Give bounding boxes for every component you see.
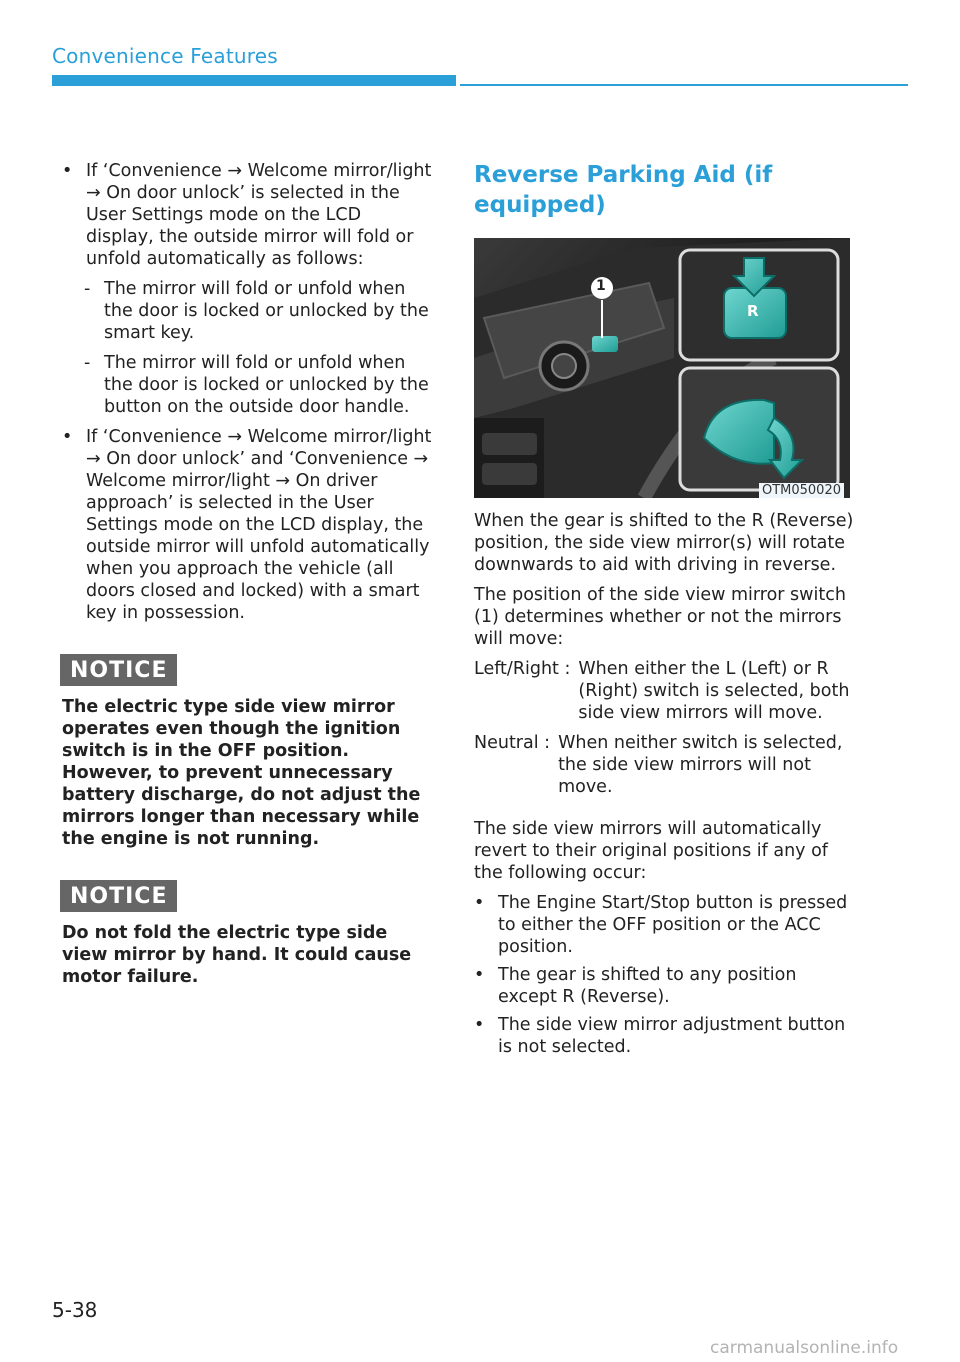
paragraph: The side view mirrors will automatically revert to their original positions if any of the following occur: <box>474 819 828 883</box>
definition-term: Neutral : <box>474 733 551 753</box>
bullet-text: The gear is shifted to any position except R (Reverse). <box>498 965 797 1007</box>
paragraph: The position of the side view mirror switch (1) determines whether or not the mirrors will move: <box>474 585 846 649</box>
bullet-item <box>474 892 854 958</box>
figure-code: OTM050020 <box>759 483 844 498</box>
bullet-icon: • <box>474 893 485 913</box>
bullet-text: If ‘Convenience → Welcome mirror/light → On door unlock’ is selected in the User Settings mode on the LCD display, the outside mirror will fold or unfold automatically as follows: <box>86 161 432 269</box>
bullet-item <box>474 1014 854 1058</box>
bullet-item <box>62 160 432 270</box>
door-switch-illustration <box>474 238 850 498</box>
watermark: carmanualsonline.info <box>710 1338 899 1358</box>
definition-row <box>474 658 854 724</box>
bullet-item <box>62 426 432 624</box>
bullet-item <box>474 964 854 1008</box>
bullet-icon: • <box>474 1015 485 1035</box>
notice-label: NOTICE <box>60 654 177 686</box>
door-switch-figure <box>474 238 850 498</box>
definition-term: Left/Right : <box>474 659 571 679</box>
page-number: 5-38 <box>52 1298 98 1322</box>
sub-text: The mirror will fold or unfold when the door is locked or unlocked by the button on the outside door handle. <box>104 353 429 417</box>
notice-text: The electric type side view mirror operates even though the ignition switch is in the OFF position. However, to prevent unnecessary battery discharge, do not adjust the mirrors longer than necessary while the engine is not running. <box>62 697 421 849</box>
notice-box <box>62 880 432 988</box>
bullet-icon: • <box>62 427 73 447</box>
sub-item <box>62 352 432 418</box>
sub-text: The mirror will fold or unfold when the door is locked or unlocked by the smart key. <box>104 279 429 343</box>
header-bar <box>52 75 456 86</box>
bullet-icon: • <box>62 161 73 181</box>
notice-text: Do not fold the electric type side view mirror by hand. It could cause motor failure. <box>62 923 412 987</box>
bullet-icon: • <box>474 965 485 985</box>
definition-row <box>474 732 854 798</box>
definition-list <box>474 658 854 798</box>
callout-number: 1 <box>596 278 606 294</box>
sub-item <box>62 278 432 344</box>
definition-desc: When either the L (Left) or R (Right) switch is selected, both side view mirrors will move. <box>578 659 850 723</box>
definition-desc: When neither switch is selected, the side view mirrors will not move. <box>558 733 843 797</box>
dash-icon: - <box>84 353 91 373</box>
bullet-text: If ‘Convenience → Welcome mirror/light → On door unlock’ and ‘Convenience → Welcome mirror/light → On driver approach’ is selected in the User Settings mode on the LCD display, the outside mirror will unfold automatically when you approach the vehicle (all doors closed and locked) with a smart key in possession. <box>86 427 432 623</box>
right-column <box>474 160 854 1064</box>
bullet-text: The Engine Start/Stop button is pressed to either the OFF position or the ACC position. <box>498 893 848 957</box>
header-rule <box>460 84 908 86</box>
section-title: Reverse Parking Aid (if equipped) <box>474 162 773 218</box>
notice-label: NOTICE <box>60 880 177 912</box>
paragraph: When the gear is shifted to the R (Reverse) position, the side view mirror(s) will rotate downwards to aid with driving in reverse. <box>474 511 854 575</box>
notice-box <box>62 654 432 850</box>
header-title: Convenience Features <box>52 44 278 68</box>
bullet-text: The side view mirror adjustment button is not selected. <box>498 1015 846 1057</box>
r-button-label: R <box>747 302 759 320</box>
dash-icon: - <box>84 279 91 299</box>
left-column <box>62 160 432 988</box>
